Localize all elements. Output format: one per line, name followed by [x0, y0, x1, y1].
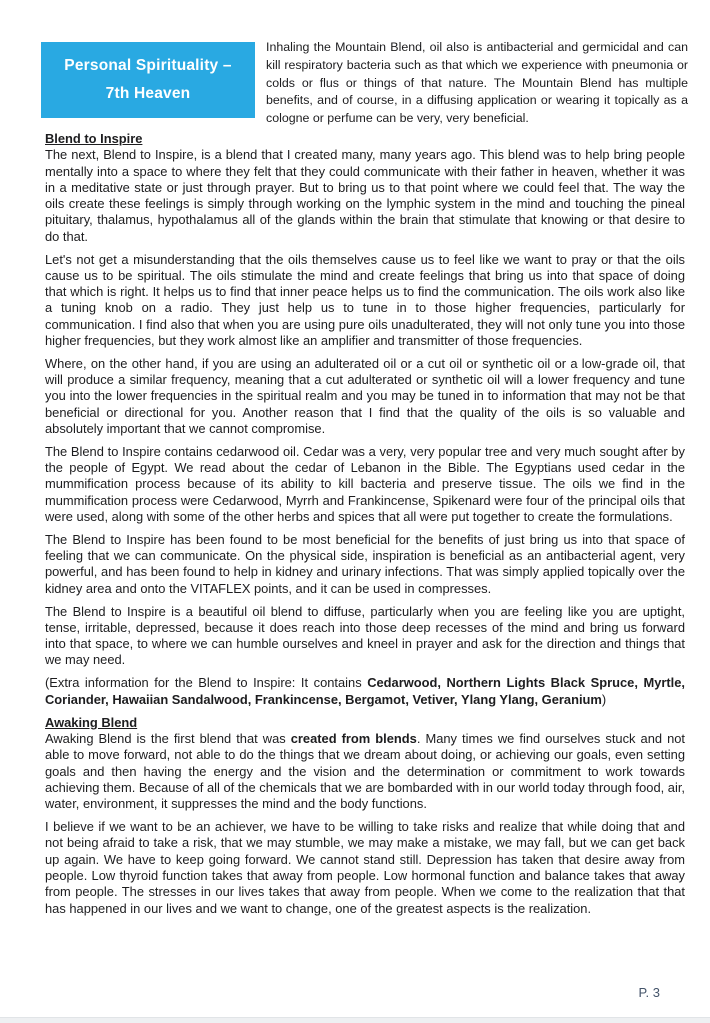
extra-info-paragraph	[45, 675, 685, 708]
blend-paragraph-1: The next, Blend to Inspire, is a blend that I created many, many years ago. This blend was to help bring people mentally into a space to where they felt that they could communicate with their father in heaven, whether it was in a meditative state or just through prayer. But to bring us to that point where we could feel that. The way the oils create these feelings is simply through working on the lymphic system in the mind and touching the pineal pituitary, thalamus, hypothalamus all of the glands within the brain that stimulate that knowing or that desire to do that.	[45, 147, 685, 244]
title-box	[41, 42, 255, 118]
awaking-p1-suffix: . Many times we find ourselves stuck and not able to move forward, not able to do the things that we dream about doing, or achieving our goals, even setting goals and then having the energy and the vision and the determination or commitment to work towards achieving them. Because of all of the chemicals that we are bombarded with in our world today through food, air, water, environment, it suppresses the mind and the body functions.	[45, 731, 685, 812]
blend-paragraph-6: The Blend to Inspire is a beautiful oil blend to diffuse, particularly when you are feeling like you are uptight, tense, irritable, depressed, because it does reach into those deep recesses of the mind and bring us forward into that space, to where we can humble ourselves and kneel in prayer and ask for the direction and things that we may need.	[45, 603, 685, 668]
heading-blend-to-inspire: Blend to Inspire	[45, 131, 143, 146]
blend-paragraph-2: Let's not get a misunderstanding that the oils themselves cause us to feel like we want to pray or that the oils cause us to be spiritual. The oils stimulate the mind and create feelings that bring us into that space of doing that which is right. It helps us to find that inner peace helps us to find the communication. The oils work also like a tuning knob on a radio. They just help us to tune in to those higher frequencies, particularly for communication. I find also that when you are using pure oils unadulterated, they will not only tune you into those higher frequencies, but they work almost like an amplifier and transmitter of those frequencies.	[45, 251, 685, 349]
page-number: P. 3	[638, 985, 660, 1000]
doc-title-line2: 7th Heaven	[105, 85, 191, 102]
blend-paragraph-5: The Blend to Inspire has been found to be most beneficial for the benefits of just bring us into that space of feeling that we can communicate. On the physical side, inspiration is beneficial as an antibacterial agent, very powerful, and has been found to help in kidney and urinary infections. That was simply applied topically over the kidney area and onto the VITAFLEX points, and it can be used in compresses.	[45, 531, 685, 596]
awaking-p1-prefix: Awaking Blend is the first blend that was	[45, 731, 291, 747]
extra-info-suffix: )	[601, 691, 607, 707]
doc-title-line1: Personal Spirituality –	[64, 57, 232, 74]
document-body	[45, 131, 685, 923]
scan-edge-strip	[0, 1017, 710, 1023]
intro-paragraph: Inhaling the Mountain Blend, oil also is antibacterial and germicidal and can kill respiratory bacteria such as that which we experience with pneumonia or colds or flus or things of that nature. The Mountain Blend has multiple benefits, and of course, in a diffusing application or wearing it topically as a cologne or perfume can be very, very beneficial.	[266, 40, 688, 126]
header	[41, 42, 688, 128]
blend-paragraph-3: Where, on the other hand, if you are using an adulterated oil or a cut oil or synthetic oil or a low-grade oil, that will produce a similar frequency, meaning that a cut adulterated or synthetic oil will a lower frequency and tune you into the lower frequencies in the spiritual realm and you may be tuned in to information that may not be that beneficial or directional for you. Another reason that I find that the quality of the oils is so valuable and absolutely important that we cannot compromise.	[45, 355, 685, 437]
blend-paragraph-4: The Blend to Inspire contains cedarwood oil. Cedar was a very, very popular tree and very much sought after by the people of Egypt. We read about the cedar of Lebanon in the Bible. The Egyptians used cedar in the mummification process because of its ability to kill bacteria and preserve tissue. The oils we find in the mummification process were Cedarwood, Myrrh and Frankincense, Spikenard were four of the principal oils that were used, along with some of the other herbs and spices that all were put together to create the formulations.	[45, 443, 685, 525]
extra-info-oil-list: Cedarwood, Northern Lights Black Spruce, Myrtle, Coriander, Hawaiian Sandalwood, Frankincense, Bergamot, Vetiver, Ylang Ylang, Geranium	[45, 675, 686, 707]
heading-awaking-blend: Awaking Blend	[45, 714, 138, 730]
awaking-p1-bold: created from blends	[290, 731, 417, 747]
awaking-paragraph-1	[45, 731, 685, 812]
extra-info-prefix: (Extra information for the Blend to Inspire: It contains	[45, 675, 368, 691]
awaking-paragraph-2: I believe if we want to be an achiever, we have to be willing to take risks and realize that while doing that and not being afraid to take a risk, that we may stumble, we may make a mistake, we may fall, but we can get back up again. We have to keep going forward. We cannot stand still. Depression has taken that desire away from people. Low thyroid function takes that away from people. Low hormonal function and balance takes that away from people. The stresses in our lives takes that away from people. When we come to the realization that that has happened in our lives and we want to change, one of the greatest aspects is the realization.	[45, 819, 685, 916]
